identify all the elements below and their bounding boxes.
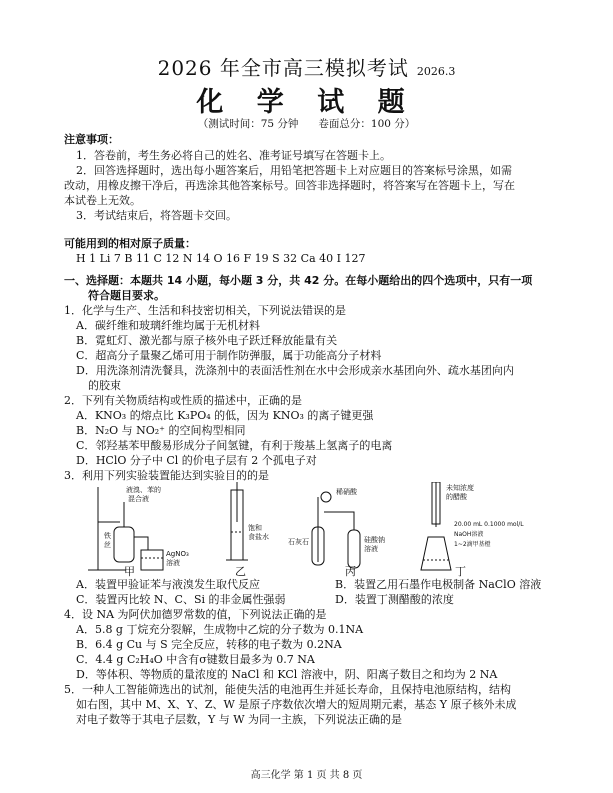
- fig-label-13: 未知浓度: [446, 484, 474, 492]
- q5-line-1: 5．一种人工智能筛选出的试剂，能使失活的电池再生并延长寿命，且保持电池原结构，结构: [64, 683, 511, 696]
- fig-label-10: 石灰石: [288, 538, 309, 546]
- fig-label-7: 饱和: [248, 524, 262, 532]
- fig-label-8: 食盐水: [248, 533, 269, 541]
- section-heading-1: 一、选择题：本题共 14 小题，每小题 3 分，共 42 分。在每小题给出的四个选项中，只有一项: [64, 274, 533, 287]
- page-footer: 高三化学 第 1 页 共 8 页: [250, 770, 363, 781]
- apparatus-figure: [86, 482, 576, 577]
- atomic-heading: 可能用到的相对原子质量：: [64, 237, 196, 250]
- fig-label-4: 丝: [104, 541, 111, 549]
- q1-option-b: B．霓虹灯、激光都与原子核外电子跃迁释放能量有关: [76, 334, 338, 347]
- note-2b: 改动，用橡皮擦干净后，再选涂其他答案标号。回答非选择题时，将答案写在答题卡上，写在: [64, 179, 515, 192]
- fig-label-17: 1~2滴甲基橙: [454, 541, 491, 548]
- fig-bing: 丙: [345, 565, 356, 578]
- q5-line-2: 如右图，其中 M、X、Y、Z、W 是原子序数依次增大的短周期元素，基态 Y 原子核外未成: [76, 698, 517, 711]
- notes-heading: 注意事项：: [64, 133, 119, 146]
- fig-label-1: 液溴、苯的: [126, 486, 161, 494]
- exam-time: （测试时间：75 分钟: [197, 118, 299, 130]
- atomic-values: H 1 Li 7 B 11 C 12 N 14 O 16 F 19 S 32 Ca 40 I 127: [76, 252, 366, 265]
- q3-option-d: D．装置丁测醋酸的浓度: [335, 593, 454, 606]
- q3-option-c: C．装置丙比较 N、C、Si 的非金属性强弱: [76, 593, 286, 606]
- note-2c: 本试卷上无效。: [64, 194, 141, 207]
- q4-option-c: C．4.4 g C₂H₄O 中含有σ键数目最多为 0.7 NA: [76, 653, 315, 666]
- q1-option-d1: D．用洗涤剂清洗餐具，洗涤剂中的表面活性剂在水中会形成亲水基团向外、疏水基团向内: [76, 364, 514, 377]
- q1-option-c: C．超高分子量聚乙烯可用于制作防弹服，属于功能高分子材料: [76, 349, 382, 362]
- exam-meta: [0, 116, 613, 131]
- fig-jia: 甲: [124, 565, 135, 578]
- q4-option-b: B．6.4 g Cu 与 S 完全反应，转移的电子数为 0.2NA: [76, 638, 342, 651]
- q4-option-a: A．5.8 g 丁烷充分裂解，生成物中乙烷的分子数为 0.1NA: [76, 623, 364, 636]
- fig-label-11: 硅酸钠: [364, 536, 385, 544]
- fig-label-3: 铁: [104, 532, 111, 540]
- q2-option-c: C．邻羟基苯甲酸易形成分子间氢键，有利于羧基上氢离子的电离: [76, 439, 393, 452]
- fig-label-6: 溶液: [166, 559, 180, 567]
- subject-title: 化 学 试 题: [196, 87, 417, 118]
- exam-title-text: 2026 年全市高三模拟考试: [157, 56, 409, 80]
- q3-option-a: A．装置甲验证苯与液溴发生取代反应: [76, 578, 260, 591]
- section-heading-2: 符合题目要求。: [88, 289, 165, 302]
- exam-date: 2026.3: [416, 65, 456, 78]
- q3-stem: 3．利用下列实验装置能达到实验目的的是: [64, 469, 269, 482]
- note-1: 1．答卷前，考生务必将自己的姓名、准考证号填写在答题卡上。: [76, 149, 391, 162]
- q3-option-b: B．装置乙用石墨作电极制备 NaClO 溶液: [335, 578, 542, 591]
- fig-label-15: 20.00 mL 0.1000 mol/L: [454, 521, 524, 528]
- fig-ding: 丁: [455, 565, 466, 578]
- note-3: 3．考试结束后，将答题卡交回。: [76, 209, 237, 222]
- q1-stem: 1．化学与生产、生活和科技密切相关，下列说法错误的是: [64, 304, 346, 317]
- q1-option-d2: 的胶束: [88, 379, 121, 392]
- q4-stem: 4．设 NA 为阿伏加德罗常数的值，下列说法正确的是: [64, 608, 327, 621]
- note-2a: 2．回答选择题时，选出每小题答案后，用铅笔把答题卡上对应题目的答案标号涂黑，如需: [76, 164, 512, 177]
- fig-label-9: 稀硝酸: [336, 488, 357, 496]
- fig-label-5: AgNO₃: [166, 550, 189, 558]
- q1-option-a: A．碳纤维和玻璃纤维均属于无机材料: [76, 319, 260, 332]
- q2-option-b: B．N₂O 与 NO₂⁺ 的空间构型相同: [76, 424, 246, 437]
- fig-label-2: 混合液: [128, 495, 149, 503]
- fig-label-12: 溶液: [364, 545, 378, 553]
- fig-label-16: NaOH溶液: [454, 531, 484, 538]
- q5-line-3: 对电子数等于其电子层数，Y 与 W 为同一主族，下列说法正确的是: [76, 713, 403, 726]
- q2-stem: 2．下列有关物质结构或性质的描述中，正确的是: [64, 394, 302, 407]
- q4-option-d: D．等体积、等物质的量浓度的 NaCl 和 KCl 溶液中，阴、阳离子数目之和均为 2 NA: [76, 668, 498, 681]
- fig-yi: 乙: [235, 565, 246, 578]
- exam-score: 卷面总分：100 分）: [318, 118, 416, 130]
- q2-option-d: D．HClO 分子中 Cl 的价电子层有 2 个孤电子对: [76, 454, 317, 467]
- exam-title: [0, 52, 613, 81]
- fig-label-14: 的醋酸: [446, 493, 467, 501]
- q2-option-a: A．KNO₃ 的熔点比 K₃PO₄ 的低，因为 KNO₃ 的离子键更强: [76, 409, 374, 422]
